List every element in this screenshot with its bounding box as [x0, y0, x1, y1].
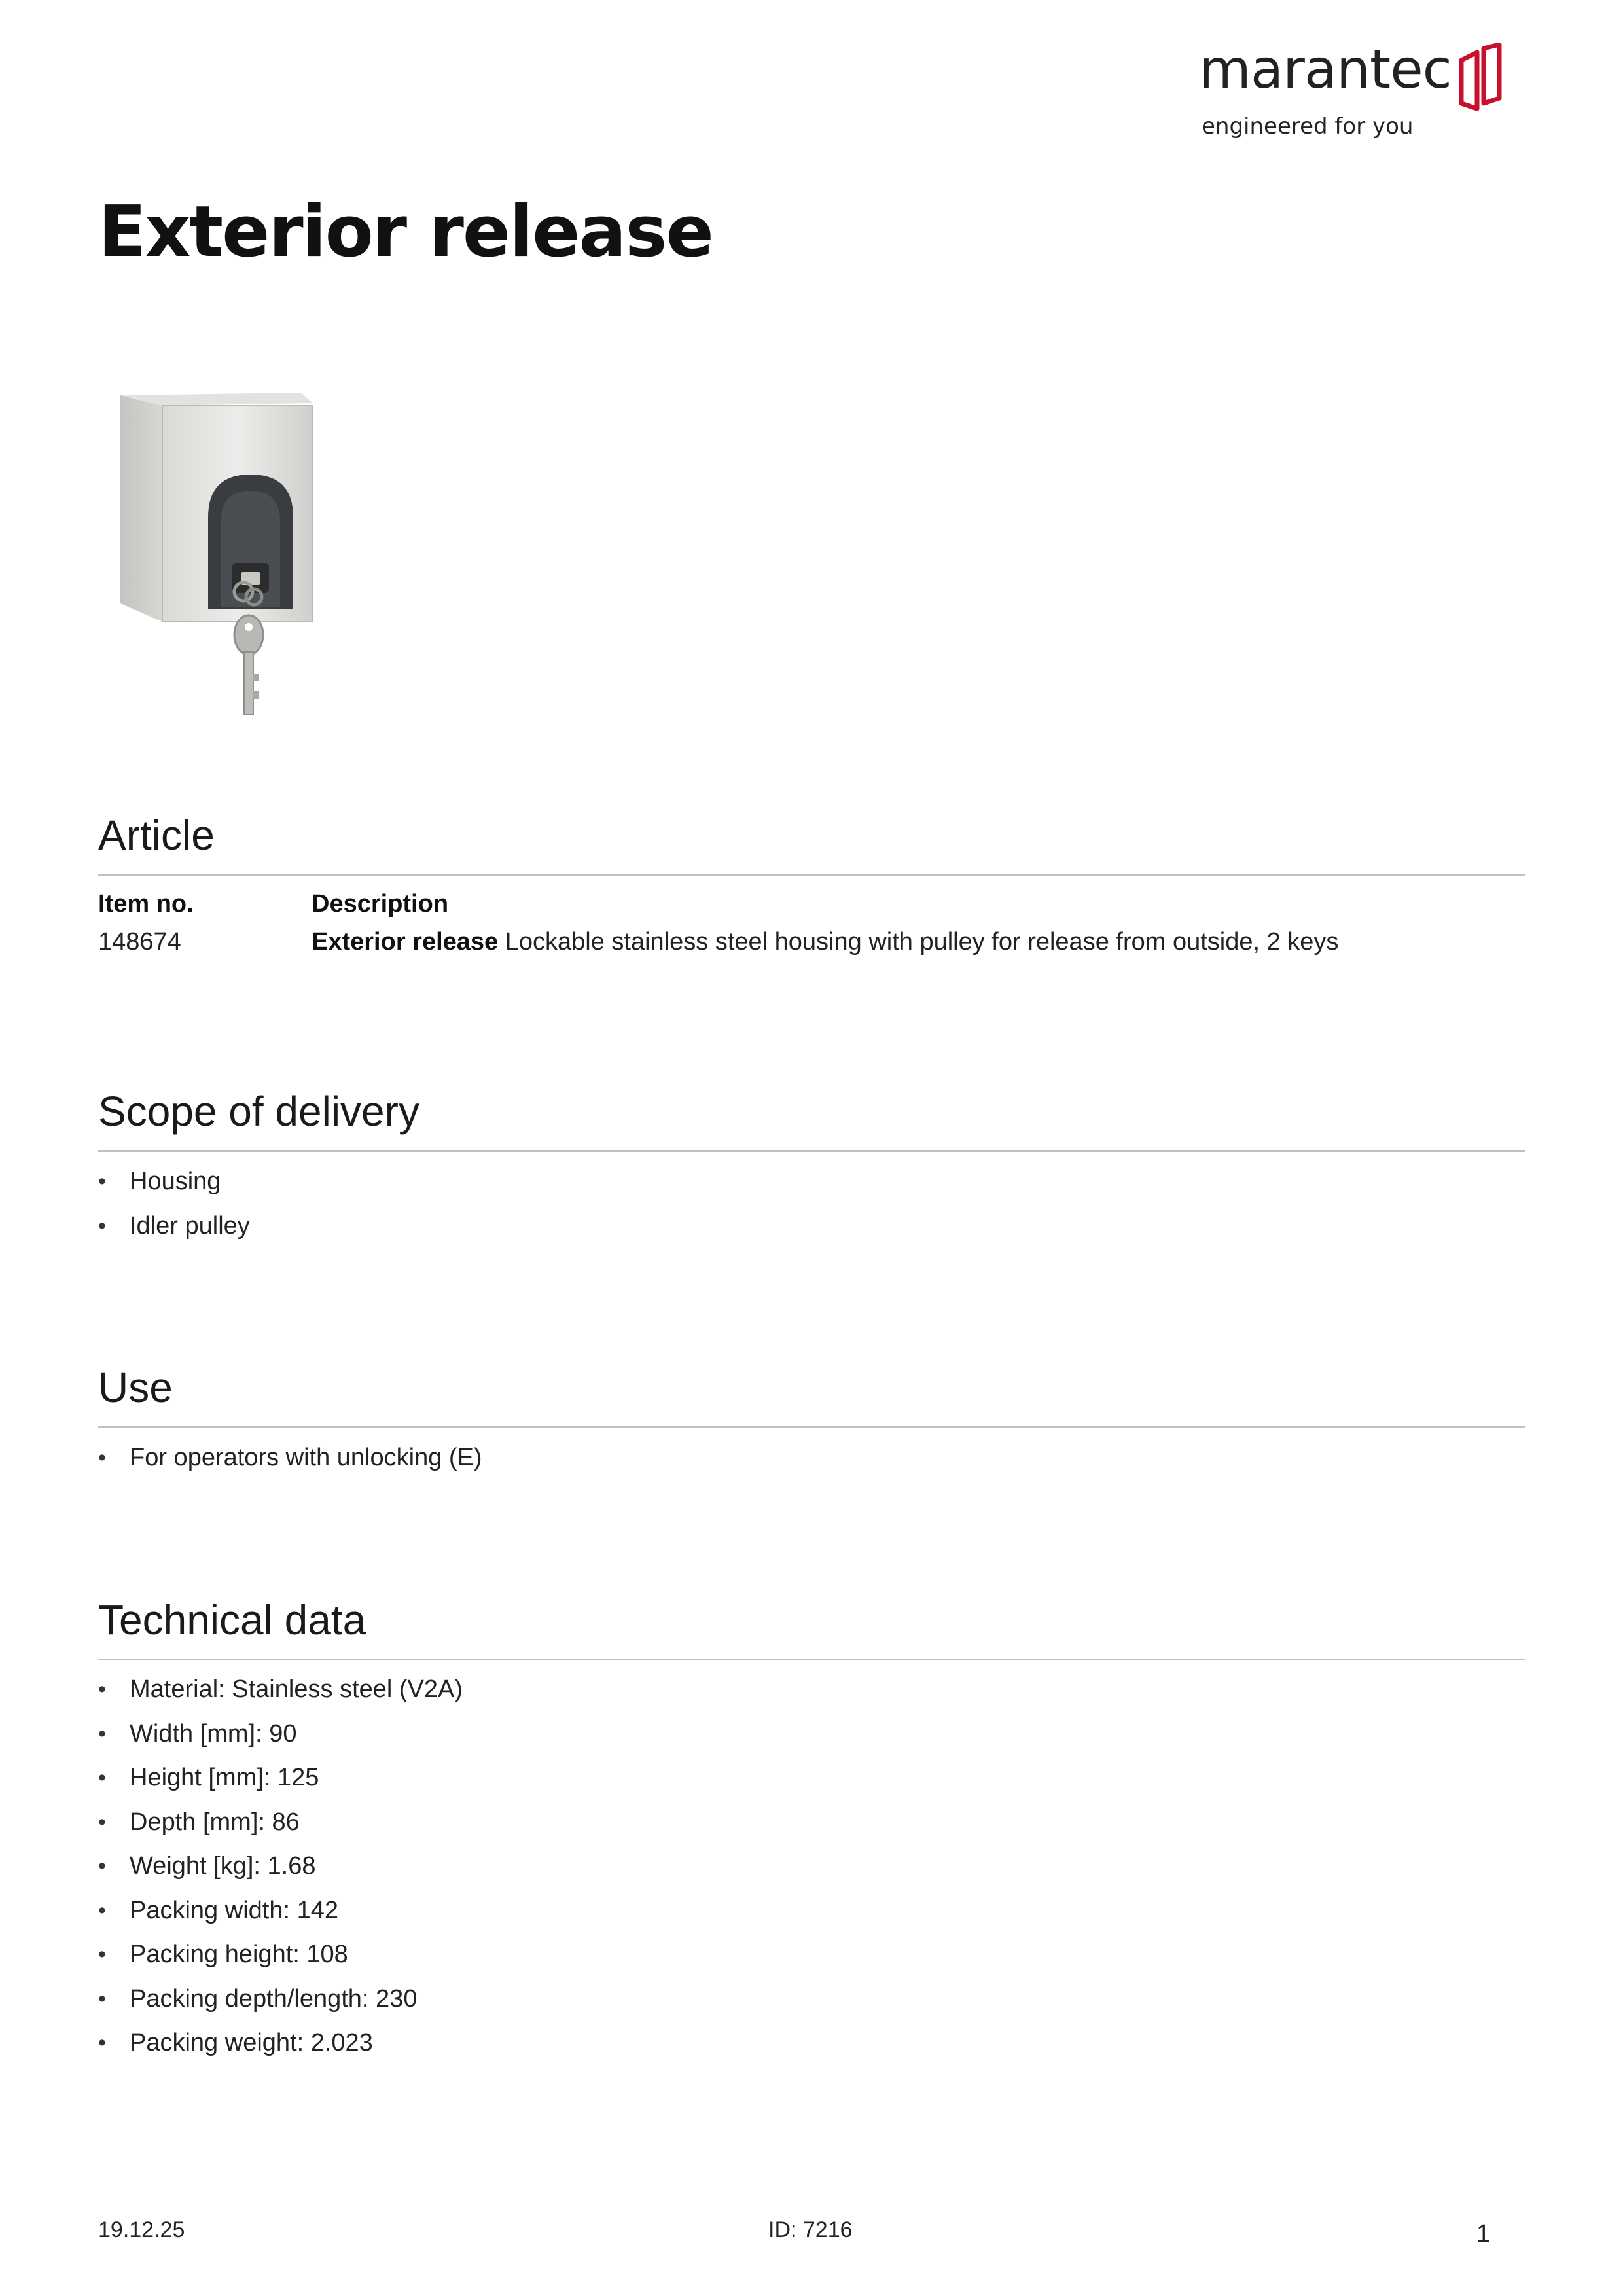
exterior-release-key-switch-photo-icon [98, 367, 334, 733]
use-divider [98, 1426, 1525, 1428]
marantec-door-mark-icon [1457, 43, 1503, 113]
list-item: • Housing [98, 1166, 250, 1211]
article-heading: Article [98, 812, 215, 859]
list-item: • Idler pulley [98, 1211, 250, 1255]
technical-divider [98, 1659, 1525, 1660]
brand-tagline: engineered for you [1202, 113, 1414, 139]
article-description-text: Lockable stainless steel housing with pulley for release from outside, 2 keys [505, 928, 1339, 956]
page-title: Exterior release [98, 191, 713, 273]
footer-document-id: ID: 7216 [768, 2217, 853, 2242]
list-item: • Material: Stainless steel (V2A) [98, 1674, 463, 1719]
item-no-column-header: Item no. [98, 890, 194, 918]
scope-list [98, 1166, 250, 1255]
description-column-header: Description [312, 890, 449, 918]
article-name: Exterior release [312, 928, 499, 956]
list-item: • Width [mm]: 90 [98, 1719, 463, 1763]
technical-list [98, 1674, 463, 2072]
use-heading: Use [98, 1364, 173, 1411]
footer-date: 19.12.25 [98, 2217, 185, 2242]
article-description [312, 928, 1338, 956]
technical-heading: Technical data [98, 1596, 366, 1643]
item-no-value: 148674 [98, 928, 181, 956]
list-item: • Packing weight: 2.023 [98, 2028, 463, 2072]
list-item: • For operators with unlocking (E) [98, 1443, 482, 1487]
scope-divider [98, 1150, 1525, 1152]
brand-logo [1199, 39, 1500, 148]
article-divider [98, 874, 1525, 876]
list-item: • Packing width: 142 [98, 1895, 463, 1940]
list-item: • Height [mm]: 125 [98, 1763, 463, 1807]
brand-name: marantec [1199, 39, 1452, 101]
footer-page-number: 1 [1476, 2220, 1491, 2248]
list-item: • Weight [kg]: 1.68 [98, 1851, 463, 1895]
list-item: • Depth [mm]: 86 [98, 1807, 463, 1852]
list-item: • Packing height: 108 [98, 1939, 463, 1984]
use-list [98, 1443, 482, 1487]
scope-heading: Scope of delivery [98, 1088, 419, 1135]
list-item: • Packing depth/length: 230 [98, 1984, 463, 2028]
